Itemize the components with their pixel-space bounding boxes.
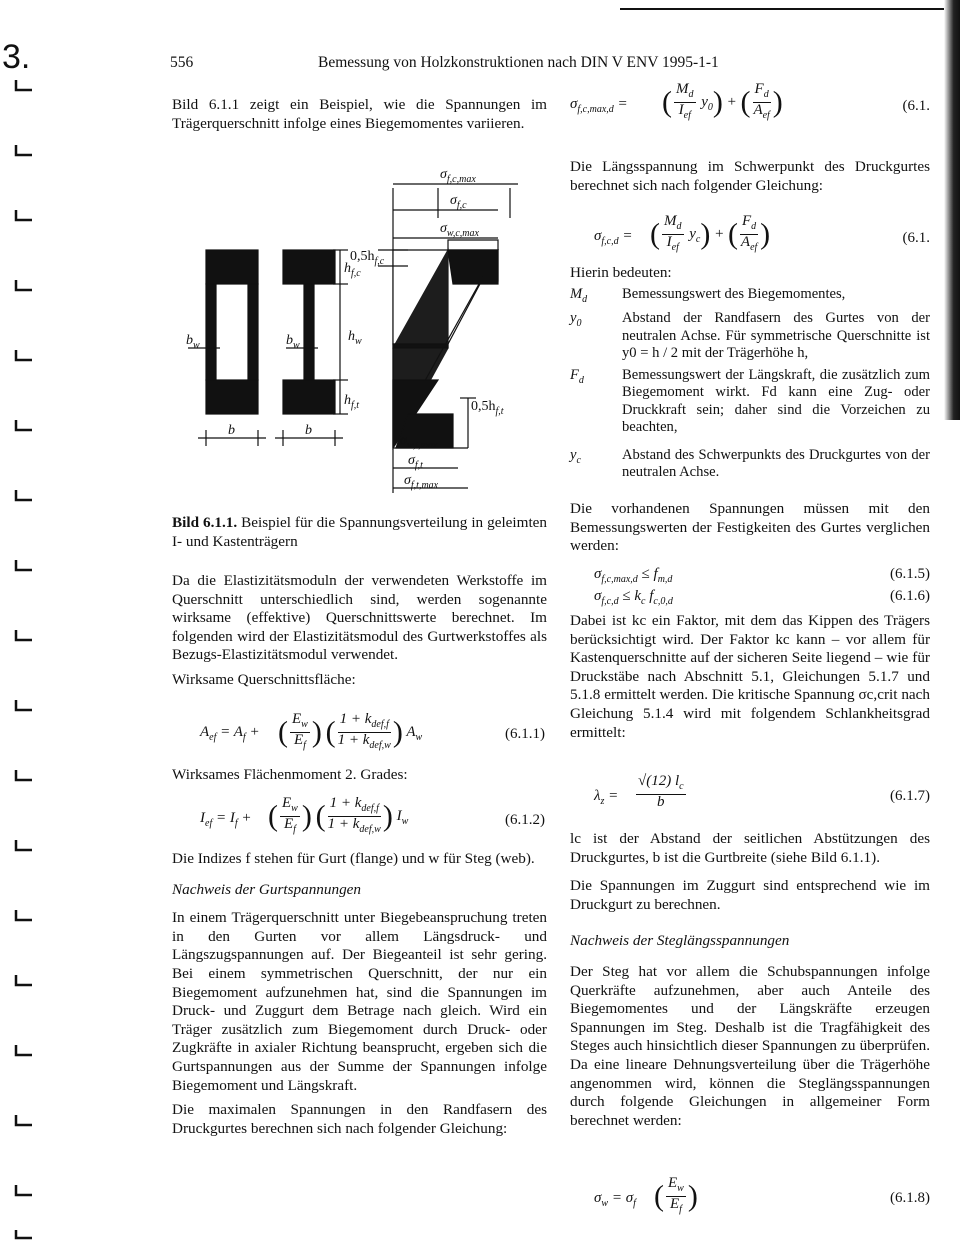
label-b-i: b xyxy=(305,423,312,438)
equation-6-1-5: $\sigma_{f,c,max,d} \le f_{m,d}$ (6.1.5) xyxy=(594,566,930,585)
eq2-number: (6.1.2) xyxy=(505,812,545,828)
eq4-number: (6.1. xyxy=(902,230,930,246)
figure-caption xyxy=(172,514,547,557)
def-row-md: $M_d$ Bemessungswert des Biegemomentes, xyxy=(570,286,846,305)
running-title: Bemessung von Holzkonstruktionen nach DIN V ENV 1995-1-1 xyxy=(318,54,719,71)
para-lc: lc ist der Abstand der seitlichen Abstützungen des Druckgurtes, b ist die Gurtbreite (siehe Bild 6.1.1). xyxy=(570,830,930,866)
para-flange-stresses: In einem Trägerquerschnitt unter Biegebeanspruchung treten in den Gurten vor allem Längsdruck- und Längszugspannungen auf. Der Biegeanteil ist sehr gering. Bei einem symmetrischen Querschnitt, der nur ein Biegemoment aufzunehmen hat, sind die Spannungen im Druck- und Zuggurt dem Betrage nach gleich. Wird ein Träger zusätzlich zum Biegemoment durch Druck- oder Zugkräfte in axialer Richtung beansprucht, ergeben sich die Gurtspannungen aus der Summe der Spannungen infolge Biegemoment und Längskraft. xyxy=(172,909,547,1094)
para-kc: Dabei ist kc ein Faktor, mit dem das Kippen des Trägers berücksichtigt wird. Der Faktor kc kann – vor allem für Kastenquerschnitte auf der sicheren Seite liegend – wie für Druckstäbe nach Abschnitt 5.1, Gleichungen 5.1.7 und 5.1.8 ermittelt werden. Die kritische Spannung σc,crit nach Gleichung 5.1.4 wird mit folgendem Schlankheitsgrad ermittelt: xyxy=(570,612,930,741)
eq3-number: (6.1. xyxy=(902,98,930,114)
scan-edge xyxy=(944,0,960,420)
section-title-flange: Nachweis der Gurtspannungen xyxy=(172,880,361,898)
label-half-hfc: $0,5h_{f,c}$ xyxy=(350,249,385,267)
indices-text: Die Indizes f stehen für Gurt (flange) und w für Steg (web). xyxy=(172,850,535,867)
moment-label: Wirksames Flächenmoment 2. Grades: xyxy=(172,766,408,783)
equation-6-1-1: $A_{ef} = A_f$ + ( $\frac{E_w}{E_f}$ ) ( $\frac{1 + k_{def,f}}{1 + k_{def,w}}$ ) $A_w$ (6.1.1) xyxy=(200,711,545,751)
def-row-y0: $y_0$ Abstand der Randfasern des Gurtes von der neutralen Achse. Für symmetrische Querschnitte ist y0 = h / 2 mit der Trägerhöhe h, xyxy=(570,310,930,362)
label-sigma-fcmax: $\sigma_{f,c,max}$ xyxy=(440,167,476,185)
label-bw-i: $b_w$ xyxy=(286,333,300,351)
box-top-flange xyxy=(206,250,258,284)
section-title-web: Nachweis der Steglängsspannungen xyxy=(570,932,790,950)
eq7-number: (6.1.7) xyxy=(890,788,930,804)
para-centroid-stress: Die Längsspannung im Schwerpunkt des Druckgurtes berechnet sich nach folgender Gleichung: xyxy=(570,158,930,194)
eq8-number: (6.1.8) xyxy=(890,1190,930,1206)
def-row-yc: $y_c$ Abstand des Schwerpunkts des Druckgurtes von der neutralen Achse. xyxy=(570,446,930,481)
box-bottom-flange xyxy=(206,380,258,414)
equation-6-1-7: $\lambda_z$ = $\frac{√(12) l_c}{b}$ (6.1.7) xyxy=(594,773,930,810)
para-compare: Die vorhandenen Spannungen müssen mit den Bemessungswerten der Festigkeiten des Gurtes verglichen werden: xyxy=(570,500,930,555)
margin-note: 3. xyxy=(2,38,31,76)
caption-label: Bild 6.1.1. xyxy=(172,514,238,531)
i-web xyxy=(304,284,314,380)
eq6-number: (6.1.6) xyxy=(890,588,930,604)
para-web: Der Steg hat vor allem die Schubspannungen infolge Querkräfte aufzunehmen, aber auch Anteile des Biegemomentes und der Längskräfte erzeugen Spannungen im Steg. Deshalb ist die Tragfähigkeit des Steges auch hinsichtlich dieser Spannungen zu überprüfen. Da eine lineare Dehnungsverteilung über die Trägerhöhe angenommen wird, können die Steglängsspannungen durch folgende Gleichungen in allgemeiner Form berechnet werden: xyxy=(570,962,930,1129)
label-sigma-wcmax: $\sigma_{w,c,max}$ xyxy=(440,221,479,239)
equation-6-1-2: $I_{ef} = I_f$ + ( $\frac{E_w}{E_f}$ ) ( $\frac{1 + k_{def,f}}{1 + k_{def,w}}$ ) $I_w$ (6.1.2) xyxy=(200,795,545,835)
hierin-label: Hierin bedeuten: xyxy=(570,264,672,281)
box-right-web xyxy=(248,284,258,380)
label-sigma-ft: $\sigma_{f,t}$ xyxy=(408,453,423,471)
left-column-body xyxy=(172,572,547,692)
intro-paragraph xyxy=(172,96,547,139)
intro-text: Bild 6.1.1 zeigt ein Beispiel, wie die Spannungen im Trägerquerschnitt infolge eines Biegemomentes variieren. xyxy=(172,96,547,132)
label-sigma-wtmax: $\sigma_{w,t,max}$ xyxy=(400,433,438,451)
def-row-fd: $F_d$ Bemessungswert der Längskraft, die zusätzlich zum Biegemoment wirkt. Fd kann eine Zug- oder Druckkraft sein; daher sind die Vorzeichen zu beachten, xyxy=(570,366,930,436)
equation-6-1-8: $\sigma_w = \sigma_f$ ( $\frac{E_w}{E_f}$ ) (6.1.8) xyxy=(594,1175,930,1215)
right-column-body xyxy=(570,830,930,1136)
equation-6-1-4: $\sigma_{f,c,d}$ = ( $\frac{M_d}{I_{ef}}$ $y_c$) + ( $\frac{F_d}{A_{ef}}$ ) (6.1. xyxy=(594,213,930,253)
i-bottom-flange xyxy=(283,380,335,414)
eq1-number: (6.1.1) xyxy=(505,726,545,742)
margin-tick-marks xyxy=(14,70,36,1240)
para-max-stresses: Die maximalen Spannungen in den Randfasern des Druckgurtes berechnen sich nach folgender Gleichung: xyxy=(172,1101,547,1137)
left-column-body-2 xyxy=(172,850,547,1144)
page-number: 556 xyxy=(170,54,194,71)
eq5-number: (6.1.5) xyxy=(890,566,930,582)
area-label: Wirksame Querschnittsfläche: xyxy=(172,670,356,688)
para-tension-flange: Die Spannungen im Zuggurt sind entsprechend wie im Druckgurt zu berechnen. xyxy=(570,877,930,913)
label-hft: $h_{f,t}$ xyxy=(344,393,360,411)
label-hfc: $h_{f,c}$ xyxy=(344,261,361,279)
label-hw: $h_w$ xyxy=(348,329,362,347)
label-b-box: b xyxy=(228,423,235,438)
label-bw-box: $b_w$ xyxy=(186,333,200,351)
caption-text: Beispiel für die Spannungsverteilung in geleimten I- und Kastenträgern xyxy=(172,514,548,550)
definitions-list xyxy=(570,286,930,482)
equation-6-1-3: $\sigma_{f,c,max,d}$ = ( $\frac{M_d}{I_{ef}}$ $y_0$) + ( $\frac{F_d}{A_{ef}}$ ) (6.1. xyxy=(570,81,930,121)
box-left-web xyxy=(206,284,216,380)
stress-distribution-figure xyxy=(168,148,548,510)
top-rule xyxy=(620,8,950,10)
label-sigma-ftmax: $\sigma_{f,t,max}$ xyxy=(404,473,439,491)
para-elastic-moduli: Da die Elastizitätsmoduln der verwendeten Werkstoffe im Querschnitt unterschiedlich sind, werden sogenannte wirksame (effektive) Querschnittswerte berechnet. Im folgenden wird der Elastizitätsmodul des Gurtwerkstoffes als Bezugs-Elastizitätsmodul verwendet. xyxy=(172,572,547,664)
label-half-hft: $0,5h_{f,t}$ xyxy=(471,399,504,417)
equation-6-1-6: $\sigma_{f,c,d} \le k_c$ $f_{c,0,d}$ (6.1.6) xyxy=(594,588,930,607)
i-top-flange xyxy=(283,250,335,284)
label-sigma-fc: $\sigma_{f,c}$ xyxy=(450,193,467,211)
